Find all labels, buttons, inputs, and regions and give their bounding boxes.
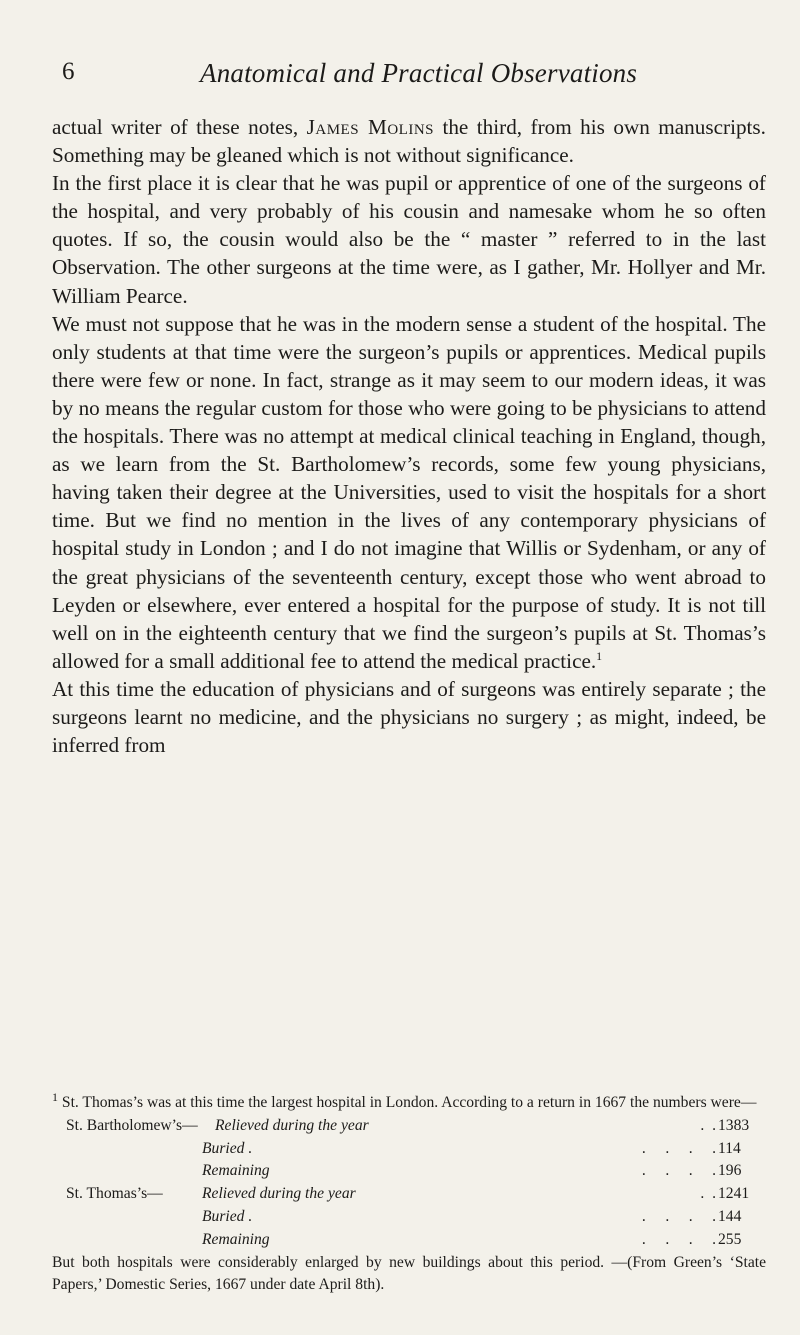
row-value: 255 <box>718 1230 742 1248</box>
leader-dots: . . . . <box>641 1207 716 1225</box>
footnote <box>52 1089 766 1297</box>
paragraph-1-text-b: the third, from his own manuscripts. Something may be gleaned which is not without significance. <box>52 115 766 168</box>
paragraph-3-text: We must not suppose that he was in the modern sense a student of the hospital. The only students at that time were the surgeon’s pupils or apprentices. Medical pupils there were few or none. In fact, strange as it may seem to our modern ideas, it was by no means the regular custom for those who were going to be physicians to attend the hospitals. There was no attempt at medical clinical teaching in England, though, as we learn from the St. Bartholomew’s records, some few young physicians, having taken their degree at the Universities, used to visit the hospitals for a short time. But we find no mention in the lives of any contemporary physicians of hospital study in London ; and I do not imagine that Willis or Sydenham, or any of the great physicians of the seventeenth century, except those who went abroad to Leyden or elsewhere, ever entered a hospital for the purpose of study. It is not till well on in the eighteenth century that we find the surgeon’s pupils at St. Thomas’s allowed for a small additional fee to attend the medical practice. <box>52 311 766 673</box>
table-row <box>52 1206 766 1229</box>
leader-dots: . . . . <box>641 1139 716 1157</box>
footnote-table <box>52 1115 766 1252</box>
leader-dots: . . <box>700 1116 716 1134</box>
paragraph-3 <box>52 310 766 675</box>
author-name: James Molins <box>306 115 434 139</box>
row-label: Relieved during the year <box>202 1185 356 1203</box>
running-head <box>62 58 760 94</box>
table-row <box>52 1115 766 1138</box>
footnote-intro <box>52 1089 766 1115</box>
hospital-name: St. Thomas’s— <box>66 1185 163 1203</box>
row-label: Remaining <box>202 1162 270 1180</box>
running-title: Anatomical and Practical Observations <box>200 58 638 88</box>
leader-dots: . . . . <box>641 1230 716 1248</box>
table-row <box>52 1183 766 1206</box>
paragraph-1 <box>52 113 766 169</box>
row-label: Relieved during the year <box>215 1116 369 1134</box>
footnote-closing: But both hospitals were considerably enlarged by new buildings about this period. —(From Green’s ‘State Papers,’ Domestic Series, 1667 under date April 8th). <box>52 1253 766 1294</box>
hospital-name: St. Bartholomew’s— <box>66 1116 198 1134</box>
leader-dots: . . . . <box>641 1162 716 1180</box>
footnote-reference: 1 <box>596 648 603 663</box>
row-value: 144 <box>718 1207 742 1225</box>
footnote-marker: 1 <box>52 1089 58 1104</box>
footnote-intro-text: St. Thomas’s was at this time the largest hospital in London. According to a return in 1667 the numbers were— <box>61 1094 757 1111</box>
page-number: 6 <box>62 58 75 85</box>
table-row <box>52 1229 766 1252</box>
row-label: Buried . <box>202 1207 253 1225</box>
table-row <box>52 1138 766 1161</box>
leader-dots: . . <box>700 1185 716 1203</box>
paragraph-2: In the first place it is clear that he was pupil or apprentice of one of the surgeons of the hospital, and very probably of his cousin and namesake whom he so often quotes. If so, the cousin would also be the “ master ” referred to in the last Observation. The other surgeons at the time were, as I gather, Mr. Hollyer and Mr. William Pearce. <box>52 171 766 308</box>
row-value: 1241 <box>718 1185 750 1203</box>
row-label: Buried . <box>202 1139 253 1157</box>
row-value: 114 <box>718 1139 741 1157</box>
row-label: Remaining <box>202 1230 270 1248</box>
row-value: 1383 <box>718 1116 750 1134</box>
row-value: 196 <box>718 1162 742 1180</box>
paragraph-4: At this time the education of physicians and of surgeons was entirely separate ; the surgeons learnt no medicine, and the physicians no surgery ; as might, indeed, be inferred from <box>52 676 766 758</box>
body-text <box>52 113 766 759</box>
paragraph-1-text-a: actual writer of these notes, <box>52 115 307 139</box>
table-row <box>52 1160 766 1183</box>
